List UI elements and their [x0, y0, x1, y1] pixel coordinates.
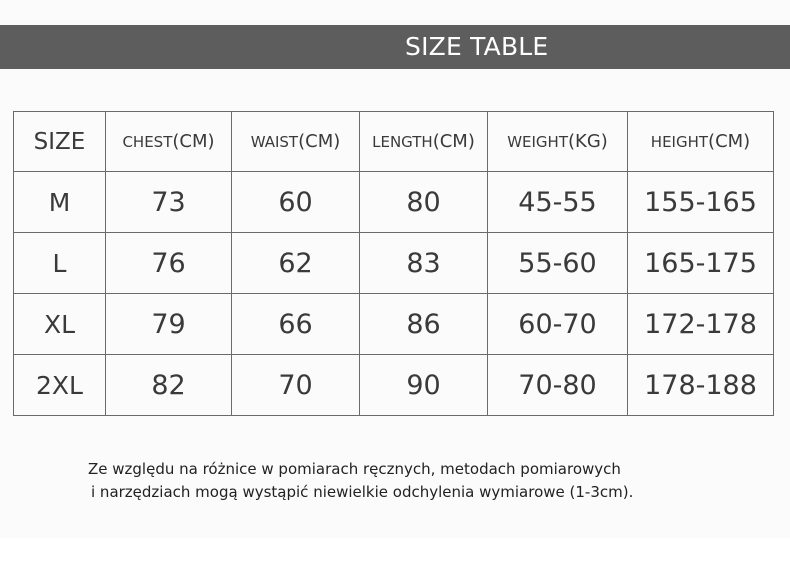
weight-cell: 60-70: [488, 294, 628, 355]
header-weight-label: WEIGHT: [507, 133, 568, 151]
header-weight-unit: (KG): [568, 131, 608, 152]
title-banner: [0, 25, 790, 69]
length-cell: 80: [360, 172, 488, 233]
header-length-label: LENGTH: [372, 133, 433, 151]
header-weight: [488, 112, 628, 172]
chest-cell: 82: [106, 355, 232, 416]
waist-cell: 70: [232, 355, 360, 416]
header-chest: [106, 112, 232, 172]
length-cell: 83: [360, 233, 488, 294]
note-line-1: Ze względu na różnice w pomiarach ręcznych, metodach pomiarowych: [88, 460, 621, 478]
size-cell: M: [14, 172, 106, 233]
weight-cell: 55-60: [488, 233, 628, 294]
size-cell: L: [14, 233, 106, 294]
height-cell: 178-188: [628, 355, 774, 416]
height-cell: 165-175: [628, 233, 774, 294]
header-waist-unit: (CM): [298, 131, 341, 152]
table-row: [14, 233, 774, 294]
height-cell: 172-178: [628, 294, 774, 355]
size-cell: XL: [14, 294, 106, 355]
waist-cell: 60: [232, 172, 360, 233]
header-chest-unit: (CM): [172, 131, 215, 152]
table-header-row: [14, 112, 774, 172]
table-row: [14, 294, 774, 355]
note-line-2: i narzędziach mogą wystąpić niewielkie odchylenia wymiarowe (1-3cm).: [91, 483, 634, 501]
header-height-unit: (CM): [708, 131, 751, 152]
weight-cell: 45-55: [488, 172, 628, 233]
header-waist-label: WAIST: [250, 133, 299, 151]
header-height-label: HEIGHT: [650, 133, 709, 151]
weight-cell: 70-80: [488, 355, 628, 416]
measurement-note: [88, 458, 633, 504]
header-waist: [232, 112, 360, 172]
size-table: [13, 111, 774, 416]
header-height: [628, 112, 774, 172]
header-size: SIZE: [14, 112, 106, 172]
size-cell: 2XL: [14, 355, 106, 416]
length-cell: 90: [360, 355, 488, 416]
chest-cell: 73: [106, 172, 232, 233]
waist-cell: 66: [232, 294, 360, 355]
page-title: SIZE TABLE: [405, 32, 549, 61]
bottom-band: [0, 538, 790, 565]
header-length-unit: (CM): [432, 131, 475, 152]
header-length: [360, 112, 488, 172]
chest-cell: 79: [106, 294, 232, 355]
header-chest-label: CHEST: [122, 133, 173, 151]
height-cell: 155-165: [628, 172, 774, 233]
table-row: [14, 172, 774, 233]
table-row: [14, 355, 774, 416]
length-cell: 86: [360, 294, 488, 355]
waist-cell: 62: [232, 233, 360, 294]
chest-cell: 76: [106, 233, 232, 294]
